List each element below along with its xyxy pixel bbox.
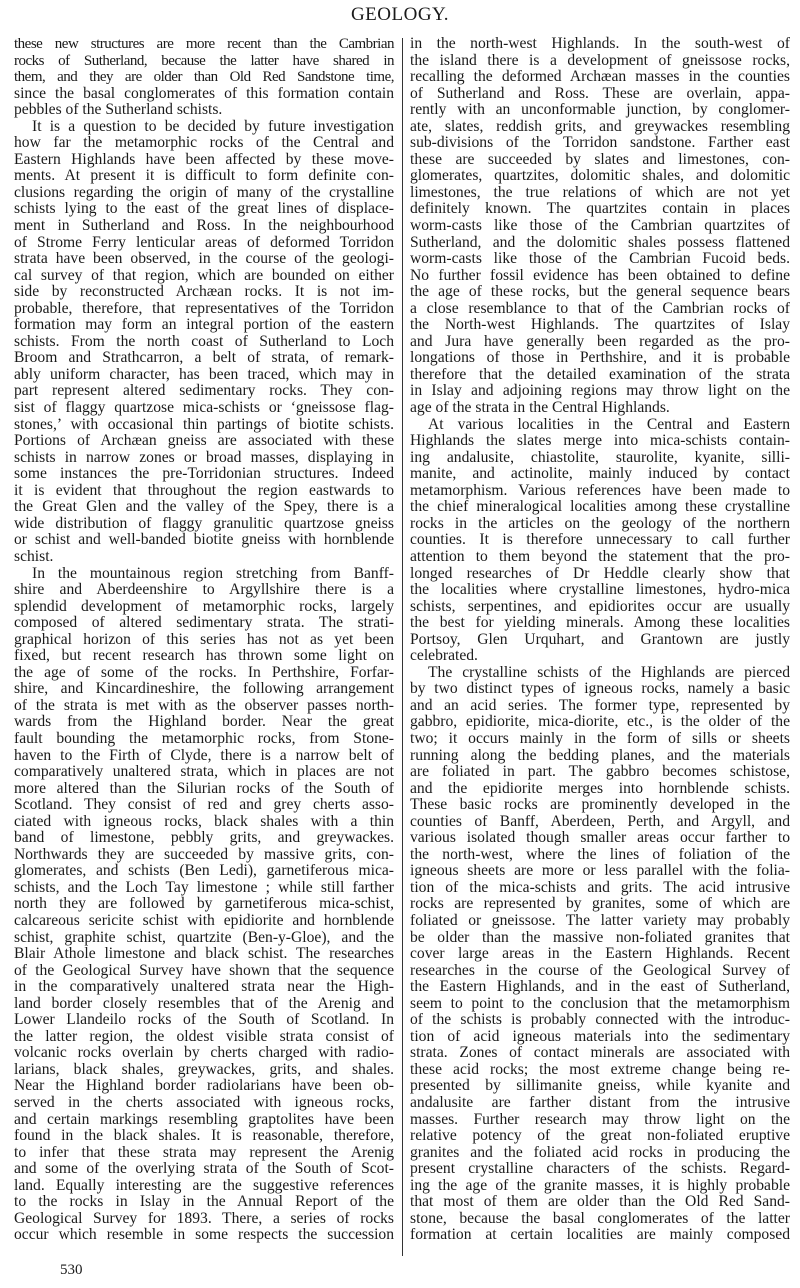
text-line: shire and Aberdeenshire to Argyllshire there is a	[14, 581, 394, 599]
text-line: in Islay and adjoining regions may throw light on the	[410, 382, 790, 400]
text-line: No further fossil evidence has been obtained to define	[410, 266, 790, 284]
text-line: schists, and the Loch Tay limestone ; while still farther	[14, 878, 394, 896]
text-line: served in the cherts associated with igneous rocks,	[14, 1094, 394, 1111]
text-line: These basic rocks are prominently developed in the	[410, 796, 790, 814]
text-line: in the north-west Highlands. In the south-west of	[410, 35, 790, 52]
text-line: and certain markings resembling graptolites have been	[14, 1110, 394, 1128]
text-line: At various localities in the Central and Eastern	[428, 415, 790, 433]
text-line: the age of some of the rocks. In Perthshire, Forfar-	[14, 663, 394, 681]
text-line: igneous sheets are more or less parallel with the folia-	[410, 862, 790, 880]
text-line: the Eastern Highlands, and in the east of Sutherland,	[410, 978, 790, 996]
text-line: to infer that these strata may represent the Arenig	[14, 1143, 394, 1161]
text-line: the age of these rocks, but the general sequence bears	[410, 283, 790, 301]
text-line: splendid development of metamorphic rocks, largely	[14, 597, 394, 615]
text-line: fixed, but recent research has thrown some light on	[14, 647, 394, 665]
text-line: glomerates, quartzites, dolomitic shales, and dolomitic	[410, 167, 790, 185]
text-line: age of the strata in the Central Highlands.	[410, 399, 670, 417]
text-line: schists in narrow zones or broad masses, displaying in	[14, 448, 394, 466]
text-line: rocks are represented by granites, some of which are	[410, 895, 790, 913]
text-line: of Strome Ferry lenticular areas of deformed Torridon	[14, 233, 394, 251]
text-line: of Sutherland and Ross. These are overlain, appa-	[410, 84, 790, 102]
text-line: occur which resemble in some respects the succession	[14, 1226, 394, 1244]
text-line: that most of them are older than the Old Red Sand-	[410, 1193, 790, 1211]
text-line: of the Geological Survey have shown that the sequence	[14, 961, 394, 979]
page-number: 530	[60, 1262, 83, 1278]
text-line: more altered than the Silurian rocks of the South of	[14, 779, 394, 797]
text-line: these new structures are more recent than the Cambrian	[14, 36, 394, 52]
text-line: band of limestone, pebbly grits, and greywackes.	[14, 829, 394, 847]
text-line: glomerates, and schists (Ben Ledi), garnetiferous mica-	[14, 862, 394, 880]
text-line: granites and the foliated acid rocks in producing the	[410, 1143, 790, 1161]
text-line: limestones, the true relations of which are not yet	[410, 183, 790, 201]
text-line: worm-casts like those of the Cambrian quartzites of	[410, 217, 790, 235]
text-line: probable, therefore, that representatives of the Torridon	[14, 299, 394, 317]
text-line: the north-west, where the lines of foliation of the	[410, 845, 790, 863]
text-line: by two distinct types of igneous rocks, namely a basic	[410, 680, 790, 698]
text-line: Blair Athole limestone and black schist. The researches	[14, 945, 394, 963]
text-line: these are succeeded by slates and limestones, con-	[410, 150, 790, 168]
text-line: researches in the course of the Geological Survey of	[410, 961, 790, 979]
text-line: of the strata is met with as the observer passes north-	[14, 696, 394, 714]
text-line: tion of acid igneous materials into the sedimentary	[410, 1027, 790, 1045]
text-line: Portsoy, Glen Urquhart, and Grantown are justly	[410, 630, 790, 648]
text-line: the North-west Highlands. The quartzites of Islay	[410, 316, 790, 334]
text-line: haven to the Firth of Clyde, there is a narrow belt of	[14, 746, 394, 764]
text-line: calcareous sericite schist with epidiorite and hornblende	[14, 911, 394, 929]
text-line: the island there is a development of gneissose rocks,	[410, 51, 790, 69]
text-line: or schist and well-banded biotite gneiss with hornblende	[14, 531, 394, 549]
text-line: definitely known. The quartzites contain in places	[410, 200, 790, 218]
text-line: the Great Glen and the valley of the Spey, there is a	[14, 498, 394, 516]
text-line: ment in Sutherland and Ross. In the neighbourhood	[14, 217, 394, 235]
text-line: relative potency of the great non-foliated eruptive	[410, 1127, 790, 1145]
text-line: ments. At present it is difficult to form definite con-	[14, 167, 394, 185]
text-line: strata have been observed, in the course of the geologi-	[14, 250, 394, 268]
text-line: pebbles of the Sutherland schists.	[14, 101, 223, 119]
text-line: some instances the pre-Torridonian structures. Indeed	[14, 465, 394, 483]
text-line: Geological Survey for 1893. There, a series of rocks	[14, 1209, 394, 1227]
text-line: ing andalusite, chiastolite, staurolite, kyanite, silli-	[410, 448, 790, 466]
text-line: volcanic rocks overlain by cherts charged with radio-	[14, 1044, 394, 1062]
text-line: to the rocks in Islay in the Annual Report of the	[14, 1193, 394, 1211]
text-line: presented by sillimanite gneiss, while kyanite and	[410, 1077, 790, 1095]
text-line: graphical horizon of this series has not as yet been	[14, 630, 394, 648]
text-line: the latter region, the oldest visible strata consist of	[14, 1027, 394, 1045]
text-line: metamorphism. Various references have been made to	[410, 481, 790, 499]
text-line: ing the age of the granite masses, it is highly probable	[410, 1176, 790, 1194]
text-line: schists, serpentines, and epidiorites occur are usually	[410, 597, 790, 615]
text-line: in the comparatively unaltered strata near the High-	[14, 978, 394, 996]
text-line: sub-divisions of the Torridon sandstone. Farther east	[410, 134, 790, 152]
text-line: a close resemblance to that of the Cambrian rocks of	[410, 299, 790, 317]
text-line: clusions regarding the origin of many of the crystalline	[14, 183, 394, 201]
text-line: rently with an unconformable junction, by conglomer-	[410, 101, 790, 119]
text-line: counties. It is therefore unnecessary to call further	[410, 531, 790, 549]
right-column	[410, 36, 790, 1244]
text-line: stones,’ with occasional thin partings of biotite schists.	[14, 415, 394, 433]
text-line: rocks in the articles on the geology of the northern	[410, 514, 790, 532]
text-line: various isolated though smaller areas occur farther to	[410, 829, 790, 847]
text-line: Northwards they are succeeded by massive grits, con-	[14, 845, 394, 863]
text-line: Near the Highland border radiolarians have been ob-	[14, 1077, 394, 1095]
text-line: worm-casts like those of the Cambrian Fucoid beds.	[410, 250, 790, 268]
text-line: strata. Zones of contact minerals are associated with	[410, 1044, 790, 1062]
text-line: north they are followed by garnetiferous mica-schist,	[14, 895, 394, 913]
text-line: schists lying to the east of the great lines of displace-	[14, 200, 394, 218]
text-line: Broom and Strathcarron, a belt of strata, of remark-	[14, 349, 394, 367]
text-line: wards from the Highland border. Near the great	[14, 713, 394, 731]
text-line: ate, slates, reddish grits, and greywackes resembling	[410, 117, 790, 135]
text-line: Lower Llandeilo rocks of the South of Scotland. In	[14, 1011, 394, 1029]
text-line: of the schists is probably connected with the introduc-	[410, 1011, 790, 1029]
text-line: masses. Further research may throw light on the	[410, 1110, 790, 1128]
text-line: land. Equally interesting are the suggestive references	[14, 1176, 394, 1194]
text-line: present crystalline characters of the schists. Regard-	[410, 1160, 790, 1178]
text-line: be older than the massive non-foliated granites that	[410, 928, 790, 946]
text-line: foliated or gneissose. The latter variety may probably	[410, 911, 790, 929]
text-line: seem to point to the conclusion that the metamorphism	[410, 994, 790, 1012]
text-line: and an acid series. The former type, represented by	[410, 696, 790, 714]
text-line: found in the black shales. It is reasonable, therefore,	[14, 1127, 394, 1145]
text-line: schist.	[14, 547, 54, 565]
text-line: the best for yielding minerals. Among these localities	[410, 614, 790, 632]
text-line: schists. From the north coast of Sutherland to Loch	[14, 332, 394, 350]
text-line: cal survey of that region, which are bounded on either	[14, 266, 394, 284]
text-line: part represent altered sedimentary rocks. They con-	[14, 382, 394, 400]
text-line: cover large areas in the Eastern Highlands. Recent	[410, 945, 790, 963]
text-line: and some of the overlying strata of the South of Scot-	[14, 1160, 394, 1178]
text-line: it is evident that throughout the region eastwards to	[14, 481, 394, 499]
text-line: gabbro, epidiorite, mica-diorite, etc., is the older of the	[410, 713, 790, 731]
text-line: celebrated.	[410, 647, 478, 665]
text-line: running along the bedding planes, and the materials	[410, 746, 790, 764]
text-line: ciated with igneous rocks, black shales with a thin	[14, 812, 394, 830]
text-line: and Jura have generally been regarded as the pro-	[410, 332, 790, 350]
text-line: wide distribution of flaggy granulitic quartzose gneiss	[14, 514, 394, 532]
text-line: how far the metamorphic rocks of the Central and	[14, 134, 394, 152]
page-header-title: GEOLOGY.	[350, 4, 450, 25]
text-line: andalusite are farther distant from the intrusive	[410, 1094, 790, 1111]
text-line: larians, black shales, greywackes, grits, and shales.	[14, 1060, 394, 1078]
text-line: The crystalline schists of the Highlands are pierced	[428, 663, 790, 681]
text-line: Highlands the slates merge into mica-schists contain-	[410, 432, 790, 450]
text-line: recalling the deformed Archæan masses in the counties	[410, 68, 790, 86]
text-line: In the mountainous region stretching from Banff-	[32, 564, 394, 582]
column-divider	[402, 38, 403, 1256]
text-line: stone, because the basal conglomerates of the latter	[410, 1209, 790, 1227]
text-line: the chief mineralogical localities among these crystalline	[410, 498, 790, 516]
text-line: manite, and actinolite, mainly induced by contact	[410, 465, 790, 483]
text-line: land border closely resembles that of the Arenig and	[14, 994, 394, 1012]
text-line: Scotland. They consist of red and grey cherts asso-	[14, 796, 394, 814]
text-line: since the basal conglomerates of this formation contain	[14, 84, 394, 102]
text-line: Sutherland, and the dolomitic shales possess flattened	[410, 233, 790, 251]
text-line: formation at certain localities are mainly composed	[410, 1226, 790, 1244]
text-line: the localities where crystalline limestones, hydro-mica	[410, 581, 790, 599]
text-line: fault bounding the metamorphic rocks, from Stone-	[14, 729, 394, 747]
text-line: counties of Banff, Aberdeen, Perth, and Argyll, and	[410, 812, 790, 830]
text-line: comparatively unaltered strata, which in places are not	[14, 763, 394, 781]
text-line: It is a question to be decided by future investigation	[32, 117, 394, 135]
text-line: longed researches of Dr Heddle clearly show that	[410, 564, 790, 582]
text-line: two; it occurs mainly in the form of sills or sheets	[410, 729, 790, 747]
text-line: Portions of Archæan gneiss are associated with these	[14, 432, 394, 450]
text-line: attention to them beyond the statement that the pro-	[410, 547, 790, 565]
text-line: Eastern Highlands have been affected by these move-	[14, 150, 394, 168]
text-line: ably uniform character, has been traced, which may in	[14, 365, 394, 383]
text-line: shire, and Kincardineshire, the following arrangement	[14, 680, 394, 698]
text-line: therefore that the detailed examination of the strata	[410, 365, 790, 383]
text-line: sist of flaggy quartzose mica-schists or ‘gneissose flag-	[14, 399, 394, 417]
text-line: composed of altered sedimentary strata. The strati-	[14, 614, 394, 632]
text-line: tion of the mica-schists and grits. The acid intrusive	[410, 878, 790, 896]
left-column	[14, 36, 394, 1244]
text-line: schist, graphite schist, quartzite (Ben-y-Gloe), and the	[14, 928, 394, 946]
text-line: formation may form an integral portion of the eastern	[14, 316, 394, 334]
text-line: longations of those in Perthshire, and it is probable	[410, 349, 790, 367]
text-line: rocks of Sutherland, because the latter have shared in	[14, 52, 394, 69]
text-line: and the epidiorite merges into hornblende schists.	[410, 779, 790, 797]
text-line: them, and they are older than Old Red Sandstone time,	[14, 69, 394, 86]
text-line: side by reconstructed Archæan rocks. It is not im-	[14, 283, 394, 301]
text-line: are foliated in part. The gabbro becomes schistose,	[410, 763, 790, 781]
text-line: these acid rocks; the most extreme change being re-	[410, 1060, 790, 1078]
